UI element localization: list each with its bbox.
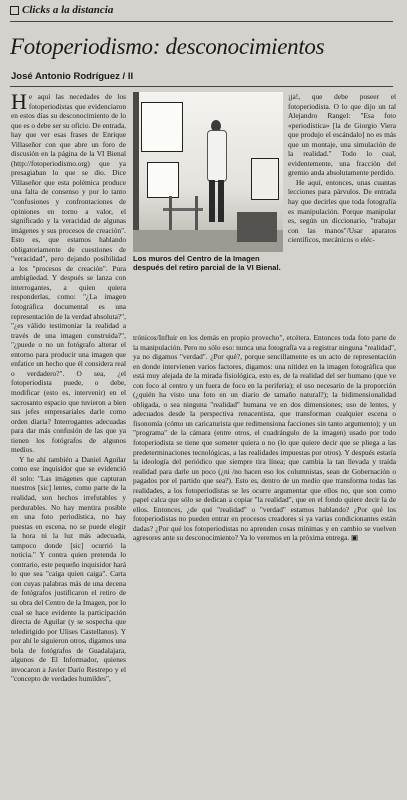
photo-caption: Los muros del Centro de la Imagen después del retiro parcial de la VI Bienal. (133, 254, 281, 273)
section-header (10, 4, 113, 16)
photo-wall-edge (133, 92, 139, 252)
article-column-2 (133, 333, 396, 796)
photo-frame-element (147, 162, 179, 198)
section-box-icon (10, 6, 19, 15)
photo-person (209, 180, 215, 222)
paragraph: Y he ahí también a Daniel Aguilar como ese inquisidor que se evidenció él solo: "Las imágenes que capturan nuestros [sic] lentes, como parte de la realidad, son hechos irrefutables y perdurables. No hay mentira posible en una foto periodística, no hay puestas en escena, no se puede elegir la hora ni la luz más adecuada, tampoco donde [sic] ocurrió la noticia." Y contra quien pretenda lo contrario, este pequeño inquisidor hará lo que sea "caiga quien caiga". Carta con cuyas palabras más de una decena de fotógrafos justificaron el retiro de su obra del Centro de la Imagen, por lo cual se hace evidente la participación directa de Aguilar (y se sospecha que teledirigido por Ulises Castellanos). Y por ahí le siguieron otros, digamos una bola de fotógrafos de Guadalajara, algunos de El Informador, quienes invocaron a Javier Darío Restrepo y el "concepto de verdades humildes", (11, 454, 126, 684)
drop-cap: H (11, 92, 27, 114)
lead-paragraph (11, 92, 126, 455)
top-rule (10, 21, 393, 22)
article-photo (133, 92, 283, 252)
article-column-3 (288, 92, 396, 332)
photo-frame-element (251, 158, 279, 200)
photo-boxes (237, 212, 277, 242)
headline: Fotoperiodismo: desconocimientos (10, 34, 325, 59)
photo-person (207, 130, 227, 182)
paragraph: ¡ja!, que debe poseer el fotoperiodista. O lo que dijo un tal Alejandro Rangel: "Esa foto «periodística» [la de Giorgio Viera que produjo el escándalo] no es más que un montaje, una simulación de la realidad." Todo lo cual, evidentemente, una fracción del gremio anda absolutamente perdido. (288, 92, 396, 178)
paragraph: trónicos/Influir en los demás en propio provecho", etcétera. Entonces toda foto parte de la manipulación. Pero no sólo eso: nunca una fotografía va a registrar ninguna "realidad", ya no digamos "verdad". ¿Por qué?, porque sencillamente es un acto de representación en donde intervienen varios factores, digamos: una nitidez en la imagen fotográfica que está muy alejada de la mirada fisiológica, esto es, de la realidad del ser humano (que ve con foco al centro y un fuera de foco en la periferia); el uso necesario de la proporción (¿quién ha visto una foto en un diario de tamaño natural?); la bidimensionalidad obligada, o sea ninguna "realidad" humana ve en dos dimensiones; uso de lentes, y adecuados desde la perspectiva renacentista, que transforman cualquier escena o fisonomía (cómo un caricaturista que redimensiona facciones sin tanto argumento); y un "programa" de la cámara (entre otros, el cuadrángulo de la imagen) usado por todo fotoperiodista se tiene que someter quiera o no (lo que quiere decir que se pliega a las predeterminaciones tecnológicas, a las realidades impuestas por otros). Y después estaría la ideología del periódico que siempre tira línea; que cambia la tan llevada y traída realidad para darle un poco (¿ni /no hacen eso los columnistas, sean de Gobernación o pagados por el partido que sea?). Esto es, dentro de un medio que transforma todas las realidades, a los fotoperiodistas se les ocurre argumentar que ellos no, que son como papel calca que sólo se dedican a copiar "la realidad", que en el fondo quiere decir la de ellos. Entonces, ¿de qué "realidad" o "verdad" estamos hablando? ¿Por qué los fotoperiodistas no pueden entrar en procesos creadores si ya varias condicionantes están dadas? ¿Por qué los fotoperiodistas no aprenden cosas mínimas y en cambio se vuelven agresores ante su desconocimiento? Ya lo veremos en la próxima entrega. ▣ (133, 333, 396, 543)
paragraph: He aquí, entonces, unas cuantas lecciones para párvulos. De entrada hay que decirles que toda fotografía es manipulación. Porque manipular es, según un diccionario, "trabajar con las manos"/Usar aparatos científicos, mecánicos o eléc- (288, 177, 396, 245)
section-label: Clicks a la distancia (22, 4, 114, 16)
byline-rule (10, 86, 393, 87)
photo-frame-element (141, 102, 183, 152)
photo-person (218, 180, 224, 222)
byline: José Antonio Rodríguez / II (11, 71, 134, 82)
lead-text: e aquí las necedades de los fotoperiodistas que evidenciaron en estos días su desconocimiento de lo que es o debe ser su oficio. De entrada, hay que ver esas frases de Enrique Villaseñor con que abre un foro de discusión en la página de la VI Bienal (http://fotoperiodismo.org) que ya presagiaban lo que se dio. Dice Villaseñor que esta polémica produce una falta de consenso y por lo tanto "confusiones y confrontaciones de opiniones en torno a valor, el significado y la veracidad de algunas imágenes y sus procesos de creación". Esto es, que estamos hablando obligatoriamente de cuestiones de "veracidad", pero dejando posibilidad a los "procesos de creación". Pura ambigüedad. Y después se lanza con interrogantes, a quien quiera responderlas, como: "¿La imagen fotográfica documental es una representación de la verdad absoluta?", "¿es válido testimoniar la realidad a través de una imagen construida?", "¿puede o no un fotógrafo alterar el entorno para producir una imagen que enfatice un hecho que él considera real o verdadero?". O sea, ¿el fotoperiodista puede, o debe, modificar (esto es, intervenir) en el sacrosanto espacio que tuvieron a bien sus jefes empresariales darle como orden diaria? Interrogantes adecuadas para dar más confusión de las que ya tienen los fotógrafos de algunos medios. (11, 92, 126, 455)
article-column-1 (11, 92, 126, 796)
